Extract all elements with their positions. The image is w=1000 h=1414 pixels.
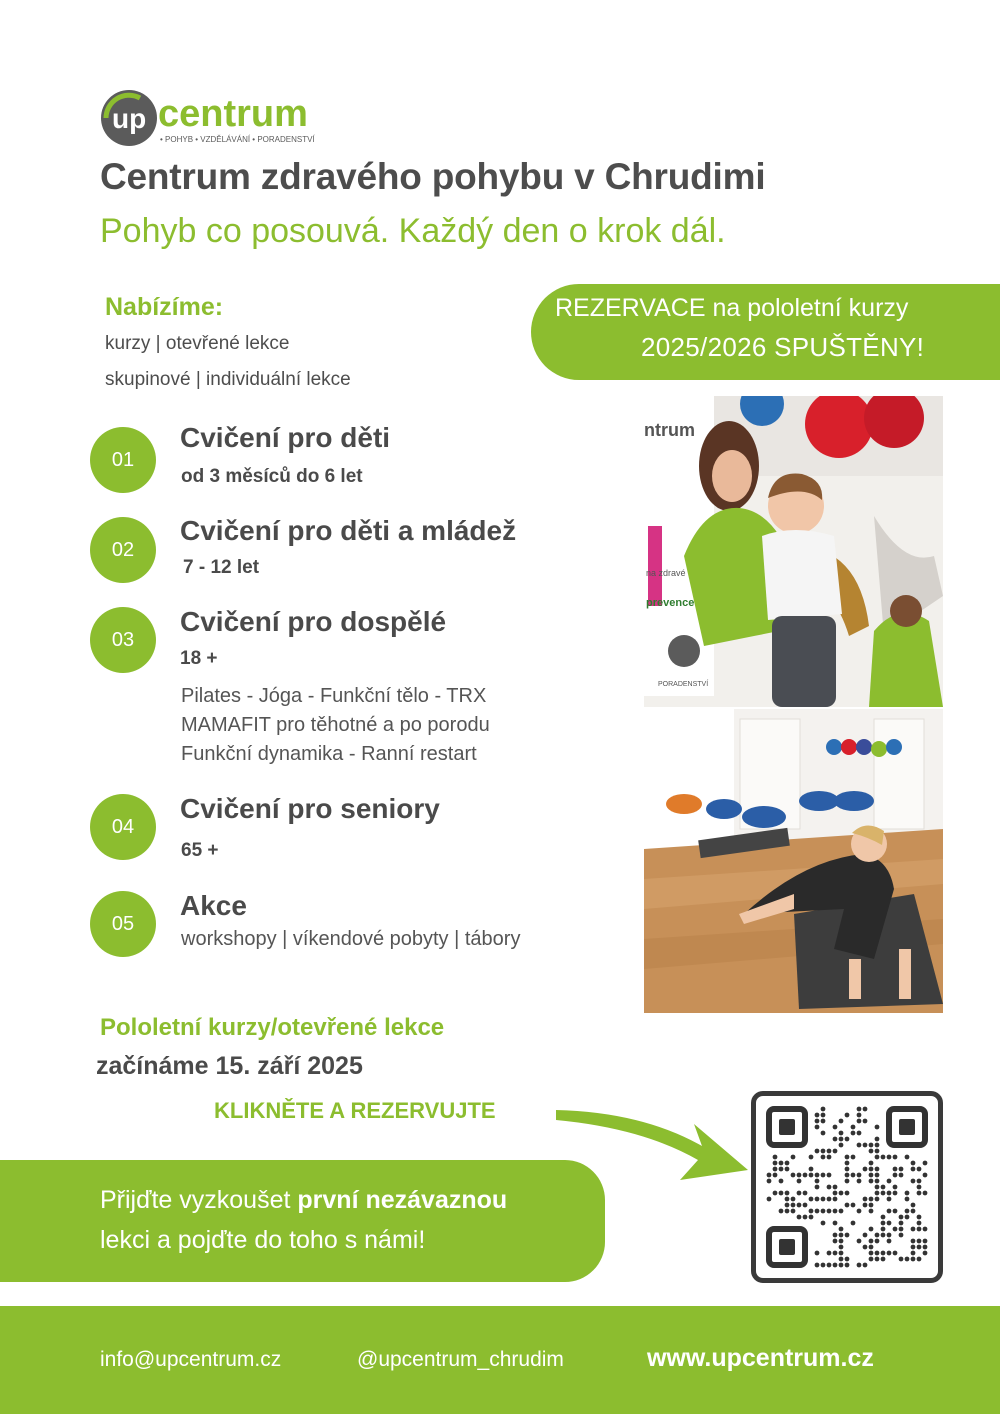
reservation-line-2: 2025/2026 SPUŠTĚNY! [641, 332, 925, 362]
qr-dot [833, 1137, 838, 1142]
qr-dot [869, 1173, 874, 1178]
item-title: Cvičení pro děti a mládež [180, 515, 517, 546]
qr-dot [815, 1113, 820, 1118]
reservation-banner[interactable] [531, 284, 1000, 380]
logo-up: up [112, 103, 147, 134]
qr-dot [791, 1203, 796, 1208]
qr-dot [821, 1149, 826, 1154]
qr-dot [887, 1209, 892, 1214]
item-detail: Funkční dynamika - Ranní restart [181, 743, 477, 765]
qr-dot [857, 1239, 862, 1244]
item-subtitle: 65 + [181, 840, 219, 861]
item-subtitle: workshopy | víkendové pobyty | tábory [181, 928, 521, 950]
qr-dot [857, 1119, 862, 1124]
qr-dot [785, 1209, 790, 1214]
qr-dot [809, 1209, 814, 1214]
qr-dot [839, 1143, 844, 1148]
qr-dot [833, 1221, 838, 1226]
qr-dot [869, 1197, 874, 1202]
qr-dot [911, 1251, 916, 1256]
qr-dot [821, 1107, 826, 1112]
qr-dot [887, 1197, 892, 1202]
qr-dot [773, 1167, 778, 1172]
qr-dot [827, 1149, 832, 1154]
qr-dot [857, 1173, 862, 1178]
qr-dot [827, 1251, 832, 1256]
qr-dot [809, 1167, 814, 1172]
qr-dot [875, 1257, 880, 1262]
qr-dot [863, 1143, 868, 1148]
qr-dot [827, 1197, 832, 1202]
qr-dot [845, 1161, 850, 1166]
qr-dot [863, 1203, 868, 1208]
item-title: Cvičení pro seniory [180, 793, 440, 824]
qr-dot [833, 1125, 838, 1130]
qr-dot [773, 1191, 778, 1196]
qr-dot [839, 1191, 844, 1196]
qr-dot [887, 1191, 892, 1196]
invite-banner [0, 1160, 605, 1282]
instagram-link[interactable]: @upcentrum_chrudim [357, 1348, 564, 1371]
qr-dot [845, 1257, 850, 1262]
qr-dot [887, 1221, 892, 1226]
qr-dot [839, 1119, 844, 1124]
qr-dot [773, 1155, 778, 1160]
poster-text: PORADENSTVÍ [658, 681, 709, 688]
qr-dot [851, 1221, 856, 1226]
qr-dot [809, 1197, 814, 1202]
poster-text: na zdravé [646, 568, 686, 578]
qr-dot [839, 1209, 844, 1214]
qr-dot [791, 1197, 796, 1202]
qr-dot [887, 1179, 892, 1184]
qr-dot [893, 1251, 898, 1256]
qr-dot [875, 1191, 880, 1196]
qr-dot [845, 1137, 850, 1142]
qr-dot [773, 1161, 778, 1166]
qr-dot [887, 1251, 892, 1256]
qr-dot [887, 1155, 892, 1160]
qr-dot [875, 1137, 880, 1142]
qr-dot [881, 1227, 886, 1232]
qr-dot [809, 1155, 814, 1160]
logo-name: centrum [158, 93, 308, 135]
qr-dot [869, 1161, 874, 1166]
qr-dot [815, 1173, 820, 1178]
qr-dot [869, 1227, 874, 1232]
qr-dot [905, 1209, 910, 1214]
qr-dot [911, 1245, 916, 1250]
qr-dot [899, 1233, 904, 1238]
qr-dot [815, 1179, 820, 1184]
qr-dot [875, 1173, 880, 1178]
qr-dot [833, 1149, 838, 1154]
qr-dot [779, 1179, 784, 1184]
courses-date: začínáme 15. září 2025 [96, 1052, 363, 1080]
poster-text: prevence [646, 597, 695, 609]
qr-dot [893, 1209, 898, 1214]
qr-dot [821, 1221, 826, 1226]
qr-dot [863, 1107, 868, 1112]
qr-dot [857, 1131, 862, 1136]
qr-dot [911, 1209, 916, 1214]
qr-dot [839, 1257, 844, 1262]
qr-dot [881, 1185, 886, 1190]
qr-dot [815, 1197, 820, 1202]
invite-text: Přijďte vyzkoušet [100, 1186, 298, 1214]
qr-dot [827, 1209, 832, 1214]
qr-dot [827, 1155, 832, 1160]
qr-dot [875, 1155, 880, 1160]
qr-dot [911, 1179, 916, 1184]
qr-dot [917, 1191, 922, 1196]
qr-dot [803, 1215, 808, 1220]
qr-dot [779, 1191, 784, 1196]
qr-dot [815, 1185, 820, 1190]
qr-dot [881, 1155, 886, 1160]
qr-dot [881, 1257, 886, 1262]
qr-dot [839, 1239, 844, 1244]
qr-dot [797, 1179, 802, 1184]
qr-dot [875, 1233, 880, 1238]
logo-pillars: • POHYB • VZDĚLÁVÁNÍ • PORADENSTVÍ [160, 135, 315, 144]
courses-title: Pololetní kurzy/otevřené lekce [100, 1014, 445, 1041]
qr-dot [821, 1197, 826, 1202]
qr-dot [875, 1125, 880, 1130]
qr-dot [833, 1209, 838, 1214]
qr-dot [767, 1173, 772, 1178]
qr-dot [857, 1143, 862, 1148]
qr-dot [899, 1215, 904, 1220]
qr-dot [899, 1227, 904, 1232]
qr-dot [821, 1119, 826, 1124]
qr-dot [767, 1197, 772, 1202]
offer-line: skupinové | individuální lekce [105, 369, 351, 390]
qr-dot [869, 1179, 874, 1184]
invite-line-2: lekci a pojďte do toho s námi! [100, 1226, 426, 1254]
qr-dot [857, 1107, 862, 1112]
qr-dot [815, 1251, 820, 1256]
qr-dot [845, 1155, 850, 1160]
reserve-cta-link[interactable]: KLIKNĚTE A REZERVUJTE [214, 1098, 496, 1123]
qr-dot [863, 1197, 868, 1202]
qr-dot [827, 1173, 832, 1178]
qr-dot [869, 1257, 874, 1262]
number-badge: 02 [90, 517, 156, 583]
qr-dot [911, 1239, 916, 1244]
qr-dot [893, 1185, 898, 1190]
qr-dot [917, 1215, 922, 1220]
qr-dot [833, 1233, 838, 1238]
qr-dot [905, 1155, 910, 1160]
qr-dot [785, 1203, 790, 1208]
qr-dot [857, 1209, 862, 1214]
qr-dot [809, 1215, 814, 1220]
qr-dot [869, 1203, 874, 1208]
qr-dot [839, 1227, 844, 1232]
qr-dot [803, 1203, 808, 1208]
qr-dot [905, 1191, 910, 1196]
item-detail: MAMAFIT pro těhotné a po porodu [181, 714, 490, 736]
qr-dot [833, 1197, 838, 1202]
qr-dot [863, 1233, 868, 1238]
qr-dot [923, 1161, 928, 1166]
qr-dot [803, 1173, 808, 1178]
qr-dot [821, 1263, 826, 1268]
qr-dot [899, 1167, 904, 1172]
number-badge: 04 [90, 794, 156, 860]
qr-dot [809, 1173, 814, 1178]
qr-finder-center [779, 1239, 795, 1255]
qr-dot [845, 1167, 850, 1172]
qr-dot [803, 1191, 808, 1196]
qr-dot [911, 1257, 916, 1262]
qr-dot [911, 1161, 916, 1166]
item-title: Cvičení pro děti [180, 422, 391, 453]
qr-dot [785, 1197, 790, 1202]
wall-text: ntrum [644, 420, 695, 440]
qr-dot [893, 1155, 898, 1160]
qr-dot [893, 1167, 898, 1172]
qr-dot [875, 1197, 880, 1202]
qr-dot [923, 1173, 928, 1178]
reservation-line-1: REZERVACE na pololetní kurzy [555, 294, 909, 322]
number-badge: 01 [90, 427, 156, 493]
qr-dot [869, 1167, 874, 1172]
offer-title: Nabízíme: [105, 293, 224, 321]
qr-dot [827, 1263, 832, 1268]
qr-dot [917, 1245, 922, 1250]
website-link[interactable]: www.upcentrum.cz [647, 1344, 874, 1372]
qr-dot [863, 1167, 868, 1172]
qr-dot [821, 1209, 826, 1214]
qr-dot [875, 1167, 880, 1172]
qr-dot [851, 1155, 856, 1160]
item-subtitle: 7 - 12 let [183, 557, 260, 578]
qr-dot [839, 1263, 844, 1268]
qr-dot [911, 1227, 916, 1232]
qr-dot [905, 1257, 910, 1262]
qr-dot [923, 1239, 928, 1244]
qr-dot [875, 1143, 880, 1148]
qr-dot [839, 1131, 844, 1136]
qr-dot [869, 1143, 874, 1148]
qr-dot [911, 1167, 916, 1172]
qr-dot [875, 1239, 880, 1244]
qr-dot [923, 1245, 928, 1250]
qr-dot [779, 1161, 784, 1166]
qr-finder-center [779, 1119, 795, 1135]
qr-dot [833, 1185, 838, 1190]
invite-line-1 [100, 1186, 507, 1215]
qr-dot [797, 1203, 802, 1208]
qr-dot [797, 1191, 802, 1196]
qr-dot [893, 1173, 898, 1178]
number-badge: 05 [90, 891, 156, 957]
qr-dot [923, 1227, 928, 1232]
qr-dot [833, 1263, 838, 1268]
item-title: Cvičení pro dospělé [180, 606, 447, 637]
qr-dot [833, 1239, 838, 1244]
qr-dot [839, 1137, 844, 1142]
qr-dot [815, 1209, 820, 1214]
footer [0, 1306, 1000, 1414]
qr-dot [791, 1209, 796, 1214]
qr-dot [881, 1221, 886, 1226]
qr-dot [917, 1221, 922, 1226]
qr-dot [833, 1251, 838, 1256]
item-subtitle: 18 + [180, 648, 218, 669]
qr-dot [851, 1203, 856, 1208]
qr-dot [869, 1239, 874, 1244]
qr-dot [875, 1251, 880, 1256]
qr-dot [875, 1185, 880, 1190]
qr-dot [797, 1173, 802, 1178]
qr-dot [767, 1179, 772, 1184]
qr-dot [851, 1131, 856, 1136]
invite-bold-text: první nezávaznou [297, 1186, 508, 1214]
qr-dot [869, 1251, 874, 1256]
qr-dot [899, 1257, 904, 1262]
qr-dot [857, 1113, 862, 1118]
email-link[interactable]: info@upcentrum.cz [100, 1348, 282, 1371]
qr-dot [815, 1263, 820, 1268]
qr-dot [821, 1131, 826, 1136]
qr-dot [785, 1161, 790, 1166]
qr-dot [869, 1209, 874, 1214]
item-detail: Pilates - Jóga - Funkční tělo - TRX [181, 685, 487, 707]
qr-code[interactable] [751, 1091, 943, 1283]
qr-dot [905, 1215, 910, 1220]
qr-dot [839, 1233, 844, 1238]
qr-dot [863, 1119, 868, 1124]
number-badge: 03 [90, 607, 156, 673]
qr-dot [815, 1125, 820, 1130]
qr-dot [911, 1203, 916, 1208]
qr-dot [845, 1113, 850, 1118]
qr-dot [887, 1239, 892, 1244]
qr-dot [917, 1185, 922, 1190]
qr-dot [791, 1173, 796, 1178]
qr-dot [863, 1263, 868, 1268]
qr-dot [851, 1125, 856, 1130]
qr-dot [917, 1179, 922, 1184]
qr-dot [845, 1203, 850, 1208]
qr-dot [917, 1227, 922, 1232]
qr-dot [845, 1233, 850, 1238]
logo [100, 88, 340, 150]
qr-dot [857, 1179, 862, 1184]
qr-dot [899, 1221, 904, 1226]
qr-dot [887, 1233, 892, 1238]
qr-dot [845, 1173, 850, 1178]
qr-dot [869, 1245, 874, 1250]
qr-dot [779, 1167, 784, 1172]
headline: Centrum zdravého pohybu v Chrudimi [100, 156, 766, 197]
qr-dot [779, 1209, 784, 1214]
item-subtitle: od 3 měsíců do 6 let [181, 466, 363, 487]
qr-dot [845, 1191, 850, 1196]
qr-dot [821, 1173, 826, 1178]
offer-line: kurzy | otevřené lekce [105, 333, 290, 354]
qr-dot [839, 1251, 844, 1256]
qr-dot [905, 1197, 910, 1202]
qr-dot [791, 1155, 796, 1160]
qr-finder-center [899, 1119, 915, 1135]
qr-dot [827, 1185, 832, 1190]
qr-dot [863, 1245, 868, 1250]
qr-dot [773, 1173, 778, 1178]
qr-dot [893, 1191, 898, 1196]
qr-dot [833, 1191, 838, 1196]
qr-dot [881, 1251, 886, 1256]
qr-dot [815, 1119, 820, 1124]
qr-dot [881, 1191, 886, 1196]
photo-group-exercise [644, 709, 943, 1013]
qr-dot [845, 1179, 850, 1184]
qr-dot [899, 1173, 904, 1178]
qr-dot [785, 1167, 790, 1172]
qr-dot [869, 1149, 874, 1154]
qr-dot [893, 1227, 898, 1232]
item-title: Akce [180, 890, 247, 921]
qr-dot [821, 1113, 826, 1118]
qr-dot [821, 1155, 826, 1160]
qr-dot [851, 1173, 856, 1178]
qr-dot [815, 1149, 820, 1154]
qr-dot [923, 1191, 928, 1196]
qr-dot [845, 1263, 850, 1268]
qr-dot [839, 1245, 844, 1250]
qr-dot [785, 1191, 790, 1196]
qr-dot [857, 1263, 862, 1268]
qr-dot [875, 1149, 880, 1154]
qr-dot [875, 1179, 880, 1184]
photo-instructor-child [644, 396, 943, 707]
qr-dot [797, 1215, 802, 1220]
qr-dot [881, 1233, 886, 1238]
qr-dot [923, 1251, 928, 1256]
tagline: Pohyb co posouvá. Každý den o krok dál. [100, 212, 726, 250]
qr-dot [917, 1167, 922, 1172]
qr-dot [881, 1215, 886, 1220]
qr-dot [917, 1257, 922, 1262]
qr-dot [917, 1239, 922, 1244]
